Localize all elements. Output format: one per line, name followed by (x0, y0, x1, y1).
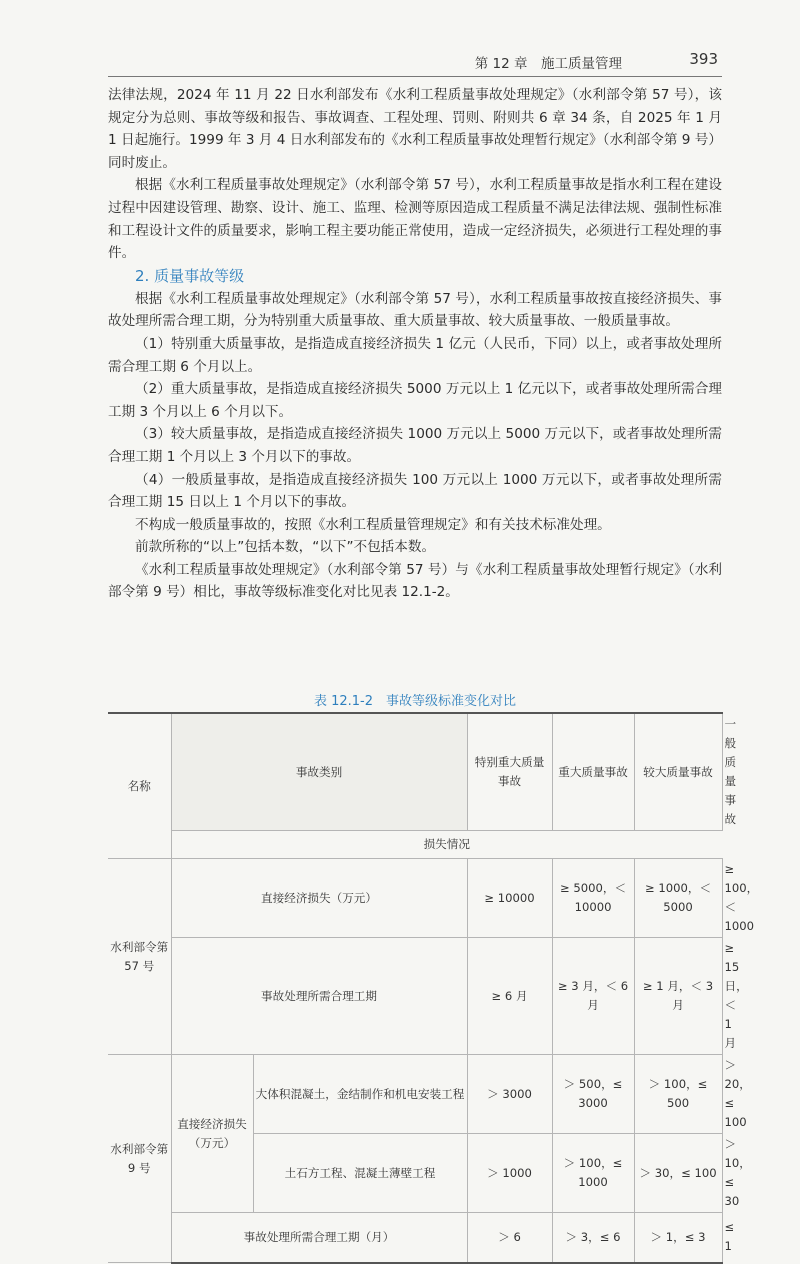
table-row: 事故处理所需合理工期 ≥ 6 月 ≥ 3 月，＜ 6 月 ≥ 1 月，＜ 3 月 ≥ 15 日，＜ 1 月 (108, 938, 722, 1055)
cell: ≥ 10000 (467, 859, 552, 938)
cell: ＞ 3000 (467, 1055, 552, 1134)
section-heading: 2. 质量事故等级 (135, 266, 245, 285)
table-row: 水利部令第 9 号 直接经济损失（万元） 大体积混凝土，金结制作和机电安装工程 ＞ 3000 ＞ 500，≤ 3000 ＞ 100，≤ 500 ＞ 20，≤ 100 (108, 1055, 722, 1134)
paragraph: 不构成一般质量事故的，按照《水利工程质量管理规定》和有关技术标准处理。 (135, 516, 611, 533)
paragraph: 根据《水利工程质量事故处理规定》（水利部令第 57 号），水利工程质量事故是指水利工程在建设过程中因建设管理、勘察、设计、施工、监理、检测等原因造成工程质量不满足法律法规、强制性标准和工程设计文件的质量要求，影响工程主要功能正常使用，造成一定经济损失，必须进行工程处理的事件。 (108, 177, 722, 262)
row-label: 直接经济损失（万元） (171, 859, 467, 938)
table-row: 事故处理所需合理工期（月） ＞ 6 ＞ 3，≤ 6 ＞ 1，≤ 3 ≤ 1 (108, 1213, 722, 1263)
header-loss: 损失情况 (171, 831, 722, 859)
header-major: 重大质量事故 (552, 713, 634, 831)
cell: ≥ 6 月 (467, 938, 552, 1055)
cell: ≥ 5000，＜ 10000 (552, 859, 634, 938)
header-type: 事故类别 (171, 713, 467, 831)
row-label: 事故处理所需合理工期（月） (171, 1213, 467, 1263)
table-caption: 表 12.1-2 事故等级标准变化对比 (313, 694, 517, 709)
header-name: 名称 (108, 713, 171, 859)
cell: ＞ 1，≤ 3 (634, 1213, 722, 1263)
paragraph: （1）特别重大质量事故，是指造成直接经济损失 1 亿元（人民币，下同）以上，或者事故处理所需合理工期 6 个月以上。 (108, 335, 722, 375)
cell: ＞ 500，≤ 3000 (552, 1055, 634, 1134)
table-row: 水利部令第 57 号 直接经济损失（万元） ≥ 10000 ≥ 5000，＜ 10000 ≥ 1000，＜ 5000 ≥ 100，＜ 1000 (108, 859, 722, 938)
paragraph: （3）较大质量事故，是指造成直接经济损失 1000 万元以上 5000 万元以下，或者事故处理所需合理工期 1 个月以上 3 个月以下的事故。 (108, 426, 722, 465)
cell: ＞ 6 (467, 1213, 552, 1263)
row-label: 事故处理所需合理工期 (171, 938, 467, 1055)
cell: ＞ 100，≤ 500 (634, 1055, 722, 1134)
row-sub-label: 大体积混凝土，金结制作和机电安装工程 (253, 1055, 467, 1134)
paragraph: 法律法规，2024 年 11 月 22 日水利部发布《水利工程质量事故处理规定》（水利部令第 57 号），该规定分为总则、事故等级和报告、事故调查、工程处理、罚则、附则共 6 章 34 条，自 2025 年 1 月 1 日起施行。1999 年 3 月 4 日水利部发布的《水利工程质量事故处理暂行规定》（水利部令第 9 号）同时废止。 (108, 87, 722, 171)
cell: ＞ 3，≤ 6 (552, 1213, 634, 1263)
cell: ≥ 3 月，＜ 6 月 (552, 938, 634, 1055)
row-sub-label: 土石方工程、混凝土薄壁工程 (253, 1134, 467, 1213)
table-row: 土石方工程、混凝土薄壁工程 ＞ 1000 ＞ 100，≤ 1000 ＞ 30，≤ 100 ＞ 10，≤ 30 (108, 1134, 722, 1213)
cell: ＞ 30，≤ 100 (634, 1134, 722, 1213)
chapter-title: 第 12 章 施工质量管理 (474, 56, 622, 72)
paragraph: 前款所称的“以上”包括本数，“以下”不包括本数。 (135, 539, 436, 556)
comparison-table (108, 712, 759, 1264)
header-extra-major: 特别重大质量事故 (467, 713, 552, 831)
group-order-57: 水利部令第 57 号 (108, 859, 171, 1055)
page-header (108, 46, 722, 77)
page-number: 393 (689, 50, 718, 68)
paragraph: （2）重大质量事故，是指造成直接经济损失 5000 万元以上 1 亿元以下，或者事故处理所需合理工期 3 个月以上 6 个月以下。 (108, 381, 722, 420)
body-text (108, 84, 722, 604)
table-header-row: 名称 事故类别 特别重大质量事故 重大质量事故 较大质量事故 一般质量事故 (108, 713, 722, 831)
group-order-9: 水利部令第 9 号 (108, 1055, 171, 1263)
header-large: 较大质量事故 (634, 713, 722, 831)
cell: ＞ 100，≤ 1000 (552, 1134, 634, 1213)
paragraph: 《水利工程质量事故处理规定》（水利部令第 57 号）与《水利工程质量事故处理暂行规定》（水利部令第 9 号）相比，事故等级标准变化对比见表 12.1-2。 (108, 561, 722, 601)
row-group-label: 直接经济损失（万元） (171, 1055, 253, 1213)
table-header-row (108, 831, 722, 859)
cell: ≥ 1000，＜ 5000 (634, 859, 722, 938)
cell: ≥ 1 月，＜ 3 月 (634, 938, 722, 1055)
paragraph: 根据《水利工程质量事故处理规定》（水利部令第 57 号），水利工程质量事故按直接经济损失、事故处理所需合理工期，分为特别重大质量事故、重大质量事故、较大质量事故、一般质量事故。 (108, 290, 722, 330)
paragraph: （4）一般质量事故，是指造成直接经济损失 100 万元以上 1000 万元以下，或者事故处理所需合理工期 15 日以上 1 个月以下的事故。 (108, 471, 722, 511)
cell: ＞ 1000 (467, 1134, 552, 1213)
